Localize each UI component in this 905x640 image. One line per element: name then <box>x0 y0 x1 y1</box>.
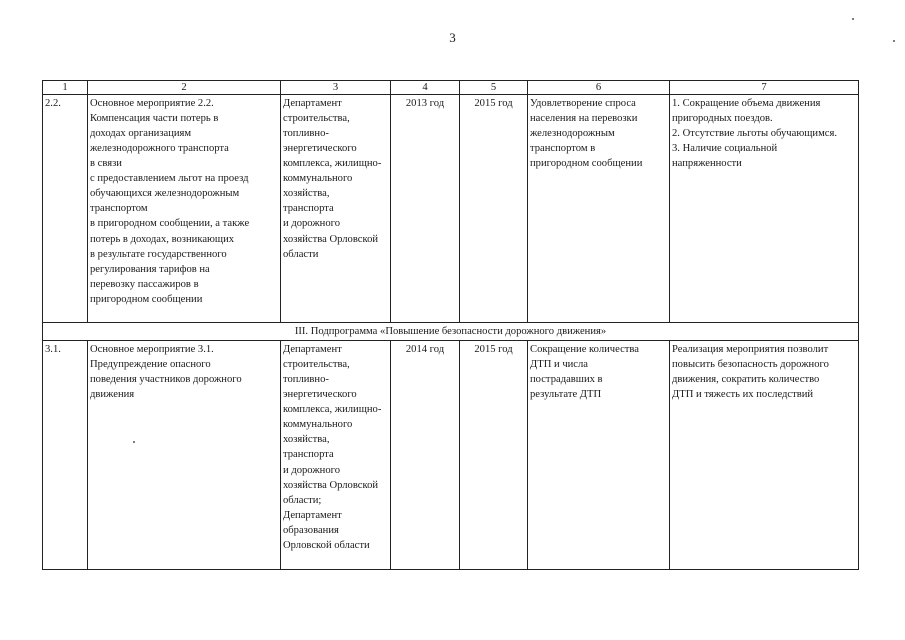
cell-line: и дорожного <box>283 218 340 230</box>
scan-speck <box>133 441 135 443</box>
section-row <box>43 323 859 341</box>
cell-line: поведения участников дорожного <box>90 374 242 386</box>
cell-line: хозяйства, <box>283 188 330 200</box>
cell-line: Сокращение количества <box>530 344 639 356</box>
cell-line: пострадавших в <box>530 374 603 386</box>
cell-line: Департамент <box>283 344 342 356</box>
measure-cell <box>88 341 281 570</box>
cell-line: хозяйства, <box>283 434 330 446</box>
cell-line: комплекса, жилищно- <box>283 158 382 170</box>
executor-cell <box>281 95 391 323</box>
cell-line: железнодорожного транспорта <box>90 143 229 155</box>
header-cell: 7 <box>670 81 859 95</box>
cell-line: Реализация мероприятия позволит <box>672 344 829 356</box>
header-row <box>43 81 859 95</box>
expected-result-cell <box>528 341 670 570</box>
cell-line: движения <box>90 389 135 401</box>
section-title: III. Подпрограмма «Повышение безопасности дорожного движения» <box>43 323 859 341</box>
scan-speck <box>852 18 854 20</box>
cell-line: области; <box>283 494 322 506</box>
cell-line: области <box>283 248 319 260</box>
start-year: 2014 год <box>391 341 460 570</box>
cell-line: 3. Наличие социальной <box>672 143 778 155</box>
header-cell: 6 <box>528 81 670 95</box>
cell-line: с предоставлением льгот на проезд <box>90 173 249 185</box>
row-number: 2.2. <box>43 95 88 323</box>
header-cell: 2 <box>88 81 281 95</box>
cell-line: хозяйства Орловской <box>283 479 379 491</box>
table-row <box>43 95 859 323</box>
cell-line: строительства, <box>283 359 350 371</box>
end-year: 2015 год <box>460 341 528 570</box>
cell-line: Основное мероприятие 2.2. <box>90 98 214 110</box>
cell-line: в результате государственного <box>90 248 227 260</box>
cell-line: коммунального <box>283 419 353 431</box>
cell-line: пригородных поездов. <box>672 113 773 125</box>
cell-line: транспорта <box>283 203 334 215</box>
cell-line: 1. Сокращение объема движения <box>672 98 821 110</box>
measure-cell <box>88 95 281 323</box>
cell-line: Департамент <box>283 509 342 521</box>
header-cell: 4 <box>391 81 460 95</box>
cell-line: 2. Отсутствие льготы обучающимся. <box>672 128 838 140</box>
cell-line: Компенсация части потерь в <box>90 113 219 125</box>
consequences-cell <box>670 341 859 570</box>
header-cell: 5 <box>460 81 528 95</box>
cell-line: железнодорожным <box>530 128 615 140</box>
cell-line: комплекса, жилищно- <box>283 404 382 416</box>
cell-line: доходах организациям <box>90 128 192 140</box>
cell-line: Орловской области <box>283 539 370 551</box>
cell-line: Удовлетворение спроса <box>530 98 636 110</box>
start-year: 2013 год <box>391 95 460 323</box>
end-year: 2015 год <box>460 95 528 323</box>
cell-line: транспорта <box>283 449 334 461</box>
cell-line: ДТП и тяжесть их последствий <box>672 389 814 401</box>
cell-line: напряженности <box>672 158 742 170</box>
cell-line: регулирования тарифов на <box>90 263 210 275</box>
cell-line: Предупреждение опасного <box>90 359 211 371</box>
cell-line: пригородном сообщении <box>90 293 203 305</box>
cell-line: обучающихся железнодорожным <box>90 188 240 200</box>
cell-line: в связи <box>90 158 122 170</box>
cell-line: потерь в доходах, возникающих <box>90 233 235 245</box>
cell-line: и дорожного <box>283 464 340 476</box>
cell-line: транспортом <box>90 203 148 215</box>
executor-cell <box>281 341 391 570</box>
page-number: 3 <box>449 30 456 45</box>
cell-line: топливно- <box>283 128 329 140</box>
cell-line: движения, сократить количество <box>672 374 820 386</box>
cell-line: энергетического <box>283 143 357 155</box>
consequences-cell <box>670 95 859 323</box>
cell-line: строительства, <box>283 113 350 125</box>
header-cell: 3 <box>281 81 391 95</box>
measures-table <box>42 80 859 570</box>
cell-line: результате ДТП <box>530 389 602 401</box>
cell-line: образования <box>283 524 339 536</box>
cell-line: Департамент <box>283 98 342 110</box>
expected-result-cell <box>528 95 670 323</box>
cell-line: ДТП и числа <box>530 359 589 371</box>
cell-line: хозяйства Орловской <box>283 233 379 245</box>
cell-line: пригородном сообщении <box>530 158 643 170</box>
cell-line: Основное мероприятие 3.1. <box>90 344 214 356</box>
table-row <box>43 341 859 570</box>
cell-line: топливно- <box>283 374 329 386</box>
cell-line: перевозку пассажиров в <box>90 278 199 290</box>
cell-line: повысить безопасность дорожного <box>672 359 829 371</box>
cell-line: коммунального <box>283 173 353 185</box>
row-number: 3.1. <box>43 341 88 570</box>
header-cell: 1 <box>43 81 88 95</box>
cell-line: энергетического <box>283 389 357 401</box>
cell-line: в пригородном сообщении, а также <box>90 218 250 230</box>
cell-line: населения на перевозки <box>530 113 638 125</box>
scan-speck <box>893 40 895 42</box>
cell-line: транспортом в <box>530 143 596 155</box>
